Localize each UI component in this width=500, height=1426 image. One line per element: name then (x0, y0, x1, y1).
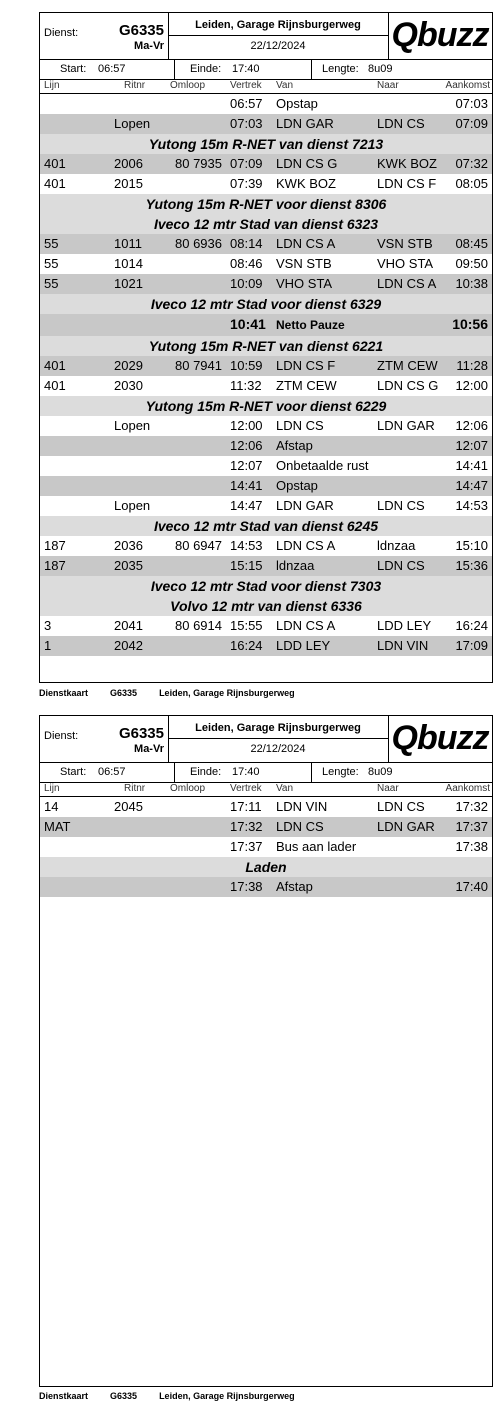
heading-text: Yutong 15m R-NET van dienst 6221 (148, 338, 384, 354)
footer-label: Dienstkaart (39, 1391, 89, 1401)
cell-lijn: 187 (44, 558, 66, 573)
trip-row (40, 174, 492, 194)
cell-vertrek: 17:37 (230, 839, 263, 854)
cell-naar: ldnzaa (377, 538, 416, 553)
cell-vertrek: 07:39 (230, 176, 263, 191)
cell-vertrek: 15:15 (230, 558, 263, 573)
col-lijn: Lijn (44, 783, 60, 794)
col-vertrek: Vertrek (230, 80, 262, 91)
cell-aankomst: 08:45 (455, 236, 488, 251)
cell-van: Opstap (276, 96, 318, 111)
cell-naar: LDN CS (377, 116, 425, 131)
trip-row (40, 254, 492, 274)
vehicle-transfer-heading (40, 857, 492, 877)
col-lijn: Lijn (44, 80, 60, 91)
cell-omloop: 80 7941 (175, 358, 222, 373)
cell-ritnr: 1014 (114, 256, 143, 271)
col-aankomst: Aankomst (445, 80, 490, 91)
cell-aankomst: 12:07 (455, 438, 488, 453)
cell-vertrek: 06:57 (230, 96, 263, 111)
heading-text: Laden (245, 859, 287, 875)
trip-row (40, 817, 492, 837)
cell-aankomst: 17:32 (455, 799, 488, 814)
cell-van: LDN CS (276, 819, 324, 834)
cell-van: Onbetaalde rust (276, 458, 369, 473)
heading-text: Iveco 12 mtr Stad voor dienst 7303 (150, 578, 382, 594)
cell-lijn: 55 (44, 276, 59, 291)
trip-row (40, 837, 492, 857)
cell-omloop: 80 7935 (175, 156, 222, 171)
cell-aankomst: 14:41 (455, 458, 488, 473)
cell-van: LDN GAR (276, 116, 334, 131)
cell-naar: LDN GAR (377, 819, 435, 834)
vehicle-transfer-heading (40, 576, 492, 596)
cell-lijn: 401 (44, 156, 66, 171)
trip-row (40, 356, 492, 376)
lengte-value: 8u09 (368, 63, 393, 75)
cell-van: Opstap (276, 478, 318, 493)
card-header (40, 13, 492, 60)
col-ritnr: Ritnr (124, 80, 146, 91)
dienst-code: G6335 (118, 725, 164, 742)
col-omloop: Omloop (170, 783, 206, 794)
cell-aankomst: 07:09 (455, 116, 488, 131)
cell-ritnr: 1011 (114, 236, 142, 251)
cell-naar: LDN CS (377, 558, 425, 573)
cell-naar: ZTM CEW (377, 358, 438, 373)
cell-van: LDN GAR (276, 498, 334, 513)
cell-lijn: 3 (44, 618, 52, 633)
trip-row (40, 114, 492, 134)
cell-van: LDN CS A (276, 538, 336, 553)
cell-aankomst: 12:00 (455, 378, 488, 393)
trip-row (40, 456, 492, 476)
col-van: Van (276, 80, 294, 91)
start-label: Start: (60, 63, 87, 75)
cell-aankomst: 15:36 (455, 558, 488, 573)
cell-lijn: 401 (44, 358, 66, 373)
cell-van: LDN CS G (276, 156, 338, 171)
cell-aankomst: 11:28 (456, 358, 488, 373)
location-box (168, 13, 389, 59)
cell-vertrek: 12:00 (230, 418, 263, 433)
cell-vertrek: 17:38 (230, 879, 263, 894)
trip-row (40, 556, 492, 576)
cell-lijn: MAT (44, 819, 71, 834)
cell-vertrek: 17:32 (230, 819, 263, 834)
time-summary (40, 762, 492, 783)
cell-vertrek: 11:32 (230, 378, 262, 393)
start-time: 06:57 (98, 766, 126, 778)
col-omloop: Omloop (170, 80, 206, 91)
trip-row (40, 376, 492, 396)
cell-aankomst: 14:53 (455, 498, 488, 513)
cell-omloop: 80 6914 (175, 618, 222, 633)
einde-label: Einde: (190, 766, 222, 778)
trip-row (40, 877, 492, 897)
vehicle-transfer-heading (40, 516, 492, 536)
cell-van: Afstap (276, 879, 313, 894)
cell-vertrek: 16:24 (230, 638, 263, 653)
footer-label: Dienstkaart (39, 688, 89, 698)
dienst-days: Ma-Vr (134, 743, 164, 755)
trip-row (40, 476, 492, 496)
cell-vertrek: 10:59 (230, 358, 263, 373)
vehicle-transfer-heading (40, 396, 492, 416)
cell-van: ZTM CEW (276, 378, 337, 393)
cell-van: LDN CS A (276, 618, 336, 633)
cell-naar: LDN CS A (377, 276, 437, 291)
dienst-code: G6335 (118, 22, 164, 39)
cell-ritnr: Lopen (114, 418, 151, 433)
cell-naar: LDN CS G (377, 378, 439, 393)
footer-page-2 (39, 1391, 317, 1401)
dienstkaart-page-2 (39, 715, 493, 1387)
cell-lijn: 55 (44, 236, 59, 251)
col-aankomst: Aankomst (445, 783, 490, 794)
cell-lijn: 14 (44, 799, 59, 814)
cell-ritnr: 2006 (114, 156, 143, 171)
qbuzz-logo: Qbuzz (391, 16, 489, 54)
trip-row (40, 536, 492, 556)
dienst-box (40, 716, 169, 762)
einde-label: Einde: (190, 63, 222, 75)
service-date: 22/12/2024 (250, 743, 306, 755)
trip-row (40, 154, 492, 174)
cell-ritnr: 2015 (114, 176, 143, 191)
col-vertrek: Vertrek (230, 783, 262, 794)
cell-van: LDN VIN (276, 799, 328, 814)
cell-ritnr: 1021 (114, 276, 143, 291)
cell-aankomst: 10:56 (452, 316, 488, 332)
lengte-label: Lengte: (322, 63, 359, 75)
cell-ritnr: 2035 (114, 558, 143, 573)
cell-aankomst: 08:05 (455, 176, 488, 191)
vehicle-transfer-heading (40, 336, 492, 356)
trip-row (40, 234, 492, 254)
trip-row (40, 797, 492, 817)
footer-location: Leiden, Garage Rijnsburgerweg (159, 688, 295, 698)
heading-text: Yutong 15m R-NET van dienst 7213 (148, 136, 384, 152)
vehicle-transfer-heading (40, 294, 492, 314)
cell-ritnr: 2030 (114, 378, 143, 393)
col-van: Van (276, 783, 294, 794)
start-label: Start: (60, 766, 87, 778)
col-naar: Naar (377, 80, 399, 91)
dienst-label: Dienst: (44, 27, 79, 39)
dienst-box (40, 13, 169, 59)
start-time: 06:57 (98, 63, 126, 75)
footer-code: G6335 (110, 688, 138, 698)
column-headers (40, 79, 492, 94)
cell-van: LDN CS F (276, 358, 336, 373)
cell-omloop: 80 6947 (175, 538, 222, 553)
cell-aankomst: 16:24 (455, 618, 488, 633)
vehicle-transfer-heading (40, 194, 492, 214)
footer-location: Leiden, Garage Rijnsburgerweg (159, 1391, 295, 1401)
cell-lijn: 187 (44, 538, 66, 553)
location-name: Leiden, Garage Rijnsburgerweg (195, 722, 361, 734)
cell-aankomst: 12:06 (455, 418, 488, 433)
cell-vertrek: 12:07 (230, 458, 263, 473)
cell-van: KWK BOZ (276, 176, 336, 191)
time-summary (40, 59, 492, 80)
trip-row (40, 274, 492, 294)
heading-text: Iveco 12 mtr Stad voor dienst 6329 (150, 296, 382, 312)
cell-vertrek: 17:11 (230, 799, 262, 814)
cell-van: LDN CS (276, 418, 324, 433)
dienst-days: Ma-Vr (134, 40, 164, 52)
cell-van: ldnzaa (276, 558, 315, 573)
cell-vertrek: 10:41 (230, 316, 266, 332)
cell-naar: LDN CS (377, 799, 425, 814)
heading-text: Iveco 12 mtr Stad van dienst 6245 (153, 518, 379, 534)
cell-vertrek: 15:55 (230, 618, 263, 633)
cell-aankomst: 07:03 (455, 96, 488, 111)
col-naar: Naar (377, 783, 399, 794)
dienstkaart-page-1 (39, 12, 493, 683)
column-headers (40, 782, 492, 797)
lengte-label: Lengte: (322, 766, 359, 778)
vehicle-transfer-heading (40, 134, 492, 154)
vehicle-transfer-heading (40, 214, 492, 234)
heading-text: Volvo 12 mtr van dienst 6336 (170, 598, 362, 614)
cell-van: VHO STA (276, 276, 333, 291)
cell-ritnr: Lopen (114, 116, 151, 131)
location-name: Leiden, Garage Rijnsburgerweg (195, 19, 361, 31)
cell-vertrek: 08:46 (230, 256, 263, 271)
cell-aankomst: 14:47 (455, 478, 488, 493)
cell-van: Afstap (276, 438, 313, 453)
trip-row (40, 94, 492, 114)
cell-aankomst: 09:50 (455, 256, 488, 271)
cell-vertrek: 07:03 (230, 116, 263, 131)
cell-vertrek: 14:41 (230, 478, 263, 493)
cell-aankomst: 07:32 (455, 156, 488, 171)
cell-vertrek: 10:09 (230, 276, 263, 291)
cell-naar: KWK BOZ (377, 156, 437, 171)
cell-naar: VSN STB (377, 236, 433, 251)
trip-row (40, 436, 492, 456)
trip-row (40, 616, 492, 636)
trip-row (40, 636, 492, 656)
cell-omloop: 80 6936 (175, 236, 222, 251)
cell-lijn: 1 (44, 638, 52, 653)
cell-van: Bus aan lader (276, 839, 357, 854)
cell-ritnr: 2042 (114, 638, 143, 653)
heading-text: Yutong 15m R-NET voor dienst 8306 (145, 196, 387, 212)
cell-ritnr: 2036 (114, 538, 143, 553)
col-ritnr: Ritnr (124, 783, 146, 794)
lengte-value: 8u09 (368, 766, 393, 778)
dienst-label: Dienst: (44, 730, 79, 742)
einde-time: 17:40 (232, 766, 260, 778)
footer-code: G6335 (110, 1391, 138, 1401)
cell-aankomst: 17:38 (455, 839, 488, 854)
cell-vertrek: 14:47 (230, 498, 263, 513)
cell-ritnr: 2045 (114, 799, 143, 814)
cell-aankomst: 15:10 (455, 538, 488, 553)
cell-vertrek: 07:09 (230, 156, 263, 171)
trip-row (40, 416, 492, 436)
cell-ritnr: 2041 (114, 618, 143, 633)
cell-naar: LDN GAR (377, 418, 435, 433)
cell-van: LDD LEY (276, 638, 331, 653)
heading-text: Iveco 12 mtr Stad van dienst 6323 (153, 216, 379, 232)
cell-vertrek: 14:53 (230, 538, 263, 553)
cell-lijn: 401 (44, 176, 66, 191)
cell-ritnr: 2029 (114, 358, 143, 373)
cell-ritnr: Lopen (114, 498, 151, 513)
cell-naar: LDN CS F (377, 176, 437, 191)
qbuzz-logo: Qbuzz (391, 719, 489, 757)
cell-aankomst: 17:40 (455, 879, 488, 894)
heading-text: Yutong 15m R-NET voor dienst 6229 (145, 398, 387, 414)
pause-row (40, 314, 492, 336)
cell-vertrek: 08:14 (230, 236, 263, 251)
cell-aankomst: 17:37 (455, 819, 488, 834)
cell-lijn: 55 (44, 256, 59, 271)
cell-aankomst: 10:38 (455, 276, 488, 291)
cell-naar: LDN VIN (377, 638, 429, 653)
cell-van: LDN CS A (276, 236, 336, 251)
service-date: 22/12/2024 (250, 40, 306, 52)
cell-naar: LDN CS (377, 498, 425, 513)
cell-van: VSN STB (276, 256, 332, 271)
cell-aankomst: 17:09 (455, 638, 488, 653)
cell-lijn: 401 (44, 378, 66, 393)
cell-naar: VHO STA (377, 256, 434, 271)
footer-page-1 (39, 688, 317, 698)
location-box (168, 716, 389, 762)
cell-vertrek: 12:06 (230, 438, 263, 453)
einde-time: 17:40 (232, 63, 260, 75)
trip-row (40, 496, 492, 516)
card-header (40, 716, 492, 763)
cell-van: Netto Pauze (276, 318, 345, 332)
cell-naar: LDD LEY (377, 618, 432, 633)
vehicle-transfer-heading (40, 596, 492, 616)
